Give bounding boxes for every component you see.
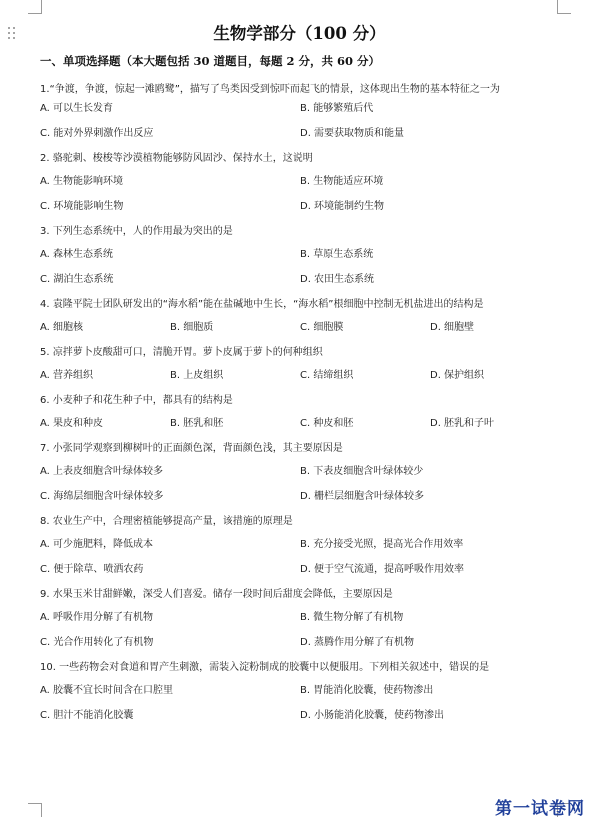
question-8 <box>40 515 560 588</box>
option-b: B. 细胞质 <box>170 322 214 333</box>
option-b: B. 胚乳和胚 <box>170 418 224 429</box>
option-a: A. 果皮和种皮 <box>40 418 104 429</box>
option-d: D. 胚乳和子叶 <box>430 418 495 429</box>
section-heading: 一、单项选择题（本大题包括 30 道题目，每题 2 分，共 60 分） <box>40 54 381 68</box>
option-b: B. 能够繁殖后代 <box>300 103 374 114</box>
question-4 <box>40 298 560 346</box>
option-d: D. 细胞壁 <box>430 322 475 333</box>
option-group <box>40 684 560 734</box>
option-c: C. 海绵层细胞含叶绿体较多 <box>40 491 164 502</box>
option-c: C. 湖泊生态系统 <box>40 274 114 285</box>
option-d: D. 蒸腾作用分解了有机物 <box>300 637 415 648</box>
option-d: D. 需要获取物质和能量 <box>300 128 405 139</box>
option-c: C. 便于除草、喷洒农药 <box>40 564 144 575</box>
option-group <box>40 321 560 346</box>
option-group <box>40 417 560 442</box>
site-watermark: 第一试卷网 <box>495 799 585 819</box>
option-a: A. 呼吸作用分解了有机物 <box>40 612 154 623</box>
option-a: A. 细胞核 <box>40 322 84 333</box>
question-7 <box>40 442 560 515</box>
option-d: D. 保护组织 <box>430 370 485 381</box>
option-a: A. 上表皮细胞含叶绿体较多 <box>40 466 164 477</box>
question-stem: 5. 凉拌萝卜皮酸甜可口，清脆开胃。萝卜皮属于萝卜的何种组织 <box>40 347 323 358</box>
question-1 <box>40 78 560 152</box>
option-group <box>40 611 560 661</box>
page-title: 生物学部分（100 分） <box>213 24 386 43</box>
option-a: A. 森林生态系统 <box>40 249 114 260</box>
question-list <box>40 78 560 734</box>
option-b: B. 下表皮细胞含叶绿体较少 <box>300 466 424 477</box>
question-9 <box>40 588 560 661</box>
option-b: B. 微生物分解了有机物 <box>300 612 404 623</box>
option-d: D. 栅栏层细胞含叶绿体较多 <box>300 491 425 502</box>
option-a: A. 生物能影响环境 <box>40 176 124 187</box>
option-c: C. 结缔组织 <box>300 370 354 381</box>
option-c: C. 环境能影响生物 <box>40 201 124 212</box>
question-stem: 3. 下列生态系统中，人的作用最为突出的是 <box>40 226 233 237</box>
option-b: B. 胃能消化胶囊，使药物渗出 <box>300 685 434 696</box>
option-a: A. 胶囊不宜长时间含在口腔里 <box>40 685 174 696</box>
option-c: C. 胆汁不能消化胶囊 <box>40 710 134 721</box>
option-c: C. 能对外界刺激作出反应 <box>40 128 154 139</box>
option-d: D. 环境能制约生物 <box>300 201 385 212</box>
option-d: D. 小肠能消化胶囊，使药物渗出 <box>300 710 445 721</box>
option-group <box>40 538 560 588</box>
option-c: C. 光合作用转化了有机物 <box>40 637 154 648</box>
option-a: A. 营养组织 <box>40 370 94 381</box>
question-stem: 10. 一些药物会对食道和胃产生刺激，需装入淀粉制成的胶囊中以便服用。下列相关叙述中，错误的是 <box>40 662 490 673</box>
option-a: A. 可少施肥料，降低成本 <box>40 539 154 550</box>
question-stem: 1.“争渡，争渡，惊起一滩鸥鹭”，描写了鸟类因受到惊吓而起飞的情景，这体现出生物的基本特征之一为 <box>40 84 500 95</box>
option-group <box>40 102 560 152</box>
crop-mark-bottom-left <box>28 803 42 817</box>
option-b: B. 生物能适应环境 <box>300 176 384 187</box>
option-b: B. 上皮组织 <box>170 370 224 381</box>
option-b: B. 草原生态系统 <box>300 249 374 260</box>
question-3 <box>40 225 560 298</box>
option-b: B. 充分接受光照，提高光合作用效率 <box>300 539 464 550</box>
question-stem: 9. 水果玉米甘甜鲜嫩，深受人们喜爱。储存一段时间后甜度会降低，主要原因是 <box>40 589 393 600</box>
crop-mark-top-right <box>557 0 571 14</box>
option-c: C. 细胞膜 <box>300 322 344 333</box>
question-stem: 2. 骆驼刺、梭梭等沙漠植物能够防风固沙、保持水土，这说明 <box>40 153 313 164</box>
option-group <box>40 248 560 298</box>
question-2 <box>40 152 560 225</box>
option-group <box>40 369 560 394</box>
option-d: D. 农田生态系统 <box>300 274 375 285</box>
question-stem: 8. 农业生产中，合理密植能够提高产量，该措施的原理是 <box>40 516 293 527</box>
option-d: D. 便于空气流通，提高呼吸作用效率 <box>300 564 465 575</box>
option-group <box>40 465 560 515</box>
question-5 <box>40 346 560 394</box>
question-stem: 4. 袁隆平院士团队研发出的“海水稻”能在盐碱地中生长，“海水稻”根细胞中控制无机盐进出的结构是 <box>40 299 484 310</box>
question-stem: 7. 小张同学观察到柳树叶的正面颜色深，背面颜色浅，其主要原因是 <box>40 443 343 454</box>
option-c: C. 种皮和胚 <box>300 418 354 429</box>
option-a: A. 可以生长发育 <box>40 103 114 114</box>
question-10 <box>40 661 560 734</box>
option-group <box>40 175 560 225</box>
crop-mark-top-left <box>28 0 42 14</box>
question-6 <box>40 394 560 442</box>
question-stem: 6. 小麦种子和花生种子中，都具有的结构是 <box>40 395 233 406</box>
